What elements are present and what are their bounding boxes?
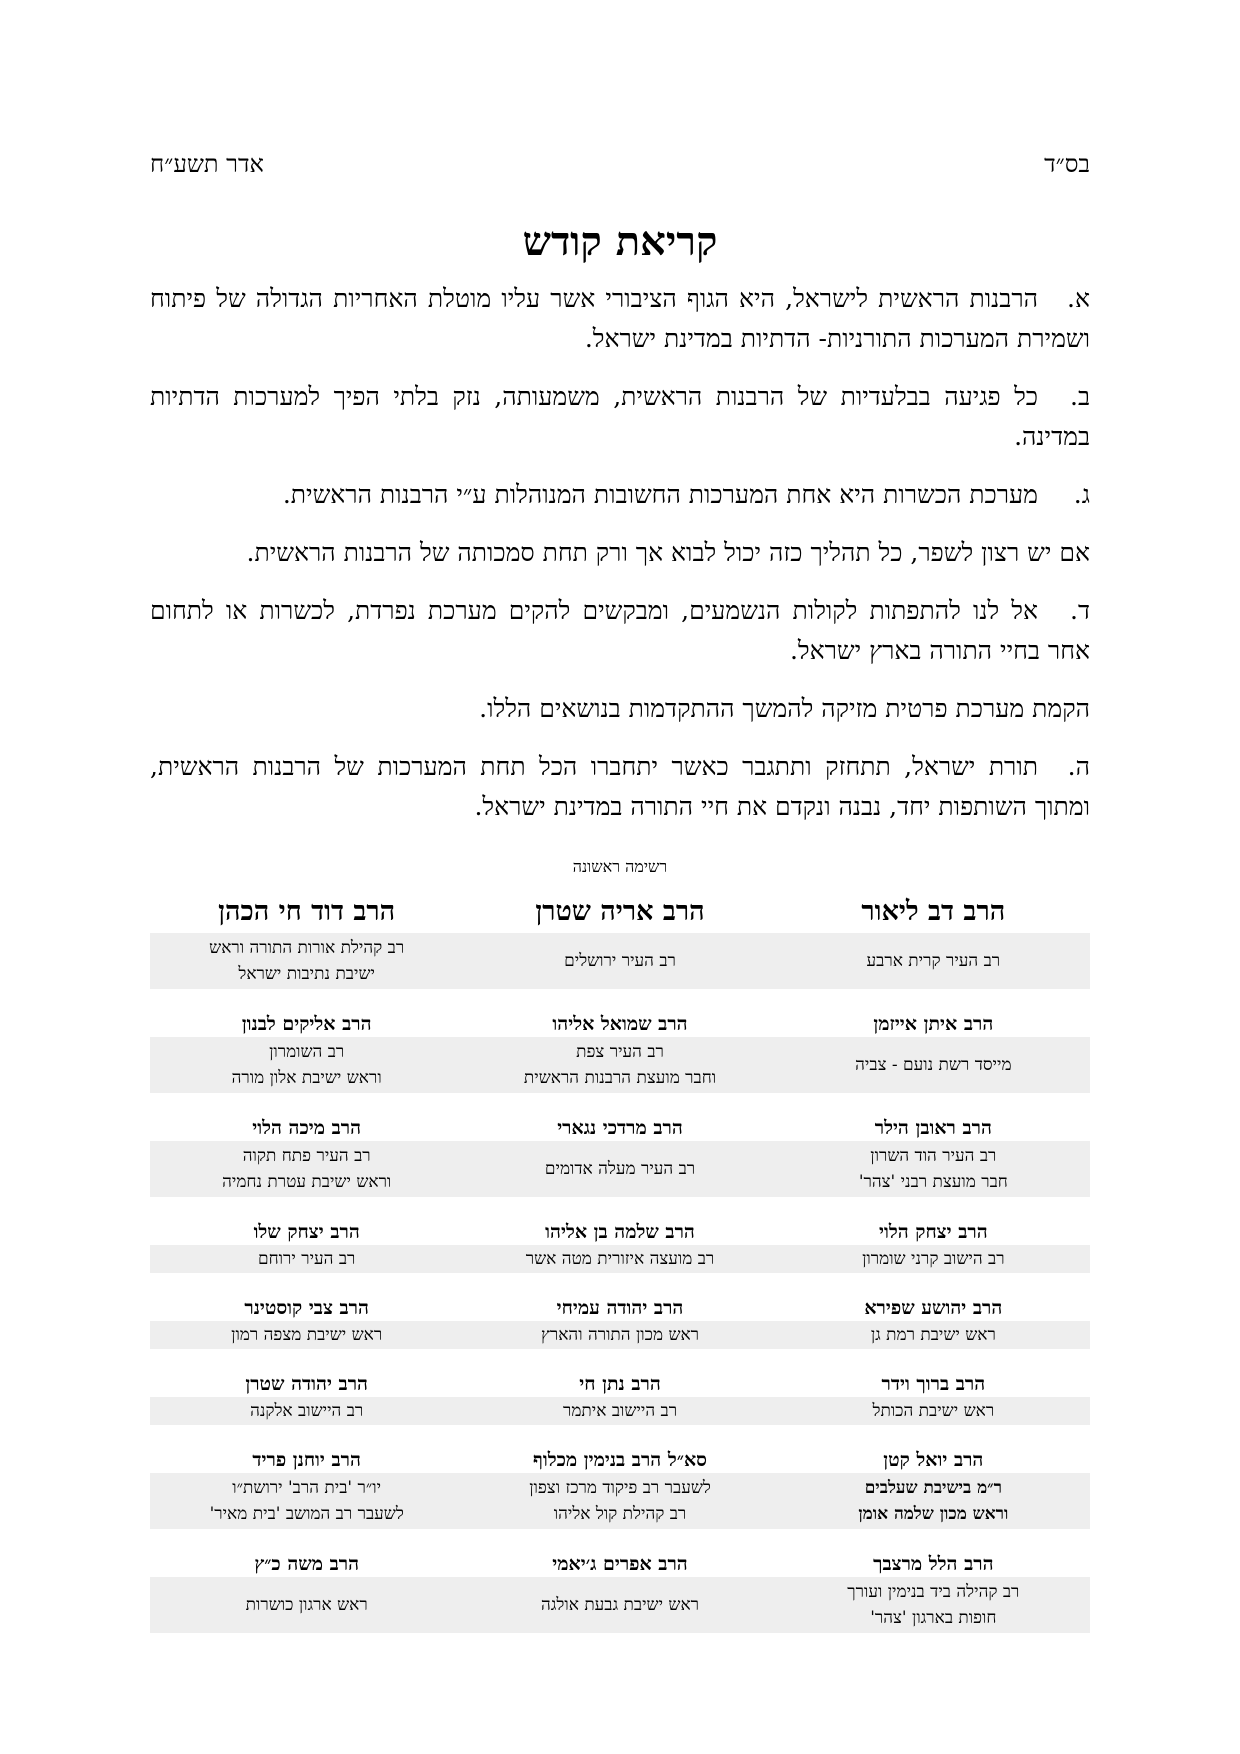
rabbi-title-line: רב העיר קרית ארבע bbox=[866, 951, 1001, 971]
paragraph-text: כל פגיעה בבלעדיות של הרבנות הראשית, משמעותה, נזק בלתי הפיך למערכות הדתיות במדינה. bbox=[150, 382, 1090, 451]
paragraph-letter: ה. bbox=[1067, 752, 1090, 781]
signatories-row bbox=[150, 1115, 1090, 1197]
paragraph bbox=[150, 689, 1090, 729]
rabbi-name: הרב יהודה שטרן bbox=[245, 1373, 368, 1395]
rabbi-name: הרב יואל קטן bbox=[883, 1449, 984, 1471]
rabbi-name: הרב נתן חי bbox=[579, 1373, 661, 1395]
rabbi-title-line: רב העיר צפת bbox=[576, 1042, 664, 1062]
paragraph bbox=[150, 533, 1090, 573]
header-date: אדר תשע״ח bbox=[150, 150, 264, 178]
paragraph-text: הרבנות הראשית לישראל, היא הגוף הציבורי אשר עליו מוטלת האחריות הגדולה של פיתוח ושמירת המערכות התורניות- הדתיות במדינת ישראל. bbox=[150, 284, 1090, 353]
rabbi-title-line: וחבר מועצת הרבנות הראשית bbox=[523, 1068, 717, 1088]
rabbi-title bbox=[463, 1577, 776, 1633]
rabbi-title bbox=[463, 1397, 776, 1425]
rabbi-title-line: רב העיר ירוחם bbox=[257, 1249, 356, 1269]
rabbi-name: הרב שמואל אליהו bbox=[552, 1013, 688, 1035]
rabbi-name: הרב שלמה בן אליהו bbox=[545, 1221, 695, 1243]
rabbi-title bbox=[150, 1397, 463, 1425]
rabbi-name: סא״ל הרב בנימין מכלוף bbox=[533, 1449, 707, 1471]
signatories-row bbox=[150, 1371, 1090, 1425]
document-page bbox=[150, 150, 1090, 1655]
rabbi-title-line: לשעבר רב פיקוד מרכז וצפון bbox=[529, 1478, 711, 1498]
rabbi-title bbox=[777, 1473, 1090, 1529]
rabbi-name: הרב אליקים לבנון bbox=[241, 1013, 372, 1035]
rabbi-title-line: רב הישוב קרני שומרון bbox=[862, 1249, 1005, 1269]
signatories-row bbox=[150, 1295, 1090, 1349]
rabbi-title bbox=[150, 1473, 463, 1529]
rabbi-name: הרב אריה שטרן bbox=[535, 896, 705, 927]
signatories-table bbox=[150, 891, 1090, 1633]
rabbi-title bbox=[150, 1577, 463, 1633]
signatories-row bbox=[150, 1219, 1090, 1273]
paragraph-text: אם יש רצון לשפר, כל תהליך כזה יכול לבוא אך ורק תחת סמכותה של הרבנות הראשית. bbox=[246, 538, 1090, 567]
rabbi-title-line: וראש מכון שלמה אומן bbox=[858, 1504, 1009, 1524]
rabbi-title bbox=[777, 1321, 1090, 1349]
rabbi-title bbox=[150, 1321, 463, 1349]
rabbi-name: הרב מיכה הלוי bbox=[252, 1117, 362, 1139]
rabbi-name: הרב יהושע שפירא bbox=[864, 1297, 1003, 1319]
rabbi-title-line: מייסד רשת נועם - צביה bbox=[855, 1055, 1012, 1075]
rabbi-title bbox=[777, 1397, 1090, 1425]
rabbi-name: הרב יוחנן פריד bbox=[252, 1449, 361, 1471]
rabbi-title-line: ראש ישיבת רמת גן bbox=[870, 1325, 996, 1345]
rabbi-name: הרב מרדכי נגארי bbox=[557, 1117, 683, 1139]
rabbi-title-line: חופות בארגון 'צהר' bbox=[870, 1608, 997, 1628]
rabbi-title-line: ישיבת נתיבות ישראל bbox=[238, 964, 375, 984]
signatories-row bbox=[150, 891, 1090, 989]
paragraph bbox=[150, 591, 1090, 671]
paragraph-letter: ג. bbox=[1073, 480, 1090, 509]
rabbi-name: הרב דב ליאור bbox=[861, 896, 1006, 927]
rabbi-title-line: יו״ר 'בית הרב' ירושת״ו bbox=[232, 1478, 382, 1498]
rabbi-title bbox=[463, 1037, 776, 1093]
rabbi-name: הרב יהודה עמיחי bbox=[556, 1297, 684, 1319]
rabbi-title-line: רב העיר הוד השרון bbox=[870, 1146, 997, 1166]
rabbi-title-line: ר״מ בישיבת שעלבים bbox=[864, 1478, 1002, 1498]
paragraph-text: מערכת הכשרות היא אחת המערכות החשובות המנוהלות ע״י הרבנות הראשית. bbox=[282, 480, 1038, 509]
rabbi-title bbox=[150, 1037, 463, 1093]
rabbi-title-line: וראש ישיבת עטרת נחמיה bbox=[222, 1172, 392, 1192]
rabbi-title-line: רב היישוב אלקנה bbox=[250, 1401, 364, 1421]
rabbi-title bbox=[150, 1141, 463, 1197]
rabbi-title-line: רב העיר ירושלים bbox=[564, 951, 676, 971]
rabbi-name: הרב ראובן הילר bbox=[874, 1117, 992, 1139]
paragraph bbox=[150, 279, 1090, 359]
paragraphs bbox=[150, 279, 1090, 827]
rabbi-title-line: רב היישוב איתמר bbox=[562, 1401, 678, 1421]
rabbi-title-line: רב השומרון bbox=[269, 1042, 345, 1062]
rabbi-title-line: וראש ישיבת אלון מורה bbox=[231, 1068, 382, 1088]
rabbi-title-line: ראש ישיבת הכותל bbox=[872, 1401, 995, 1421]
rabbi-title bbox=[463, 1245, 776, 1273]
paragraph bbox=[150, 747, 1090, 827]
rabbi-name: הרב יצחק הלוי bbox=[879, 1221, 988, 1243]
rabbi-title bbox=[463, 1321, 776, 1349]
rabbi-title-line: רב קהילה ביד בנימין ועורך bbox=[847, 1582, 1020, 1602]
rabbi-title-line: רב העיר מעלה אדומים bbox=[544, 1159, 696, 1179]
paragraph-text: אל לנו להתפתות לקולות הנשמעים, ומבקשים להקים מערכת נפרדת, לכשרות או לתחום אחר בחיי התורה בארץ ישראל. bbox=[150, 596, 1090, 665]
rabbi-title-line: רב קהילת קול אליהו bbox=[553, 1504, 687, 1524]
list-title: רשימה ראשונה bbox=[572, 857, 668, 876]
rabbi-name: הרב אפרים ג׳יאמי bbox=[552, 1553, 688, 1575]
rabbi-name: הרב הלל מרצבך bbox=[873, 1553, 994, 1575]
rabbi-name: הרב משה כ״ץ bbox=[254, 1553, 360, 1575]
rabbi-name: הרב צבי קוסטינר bbox=[244, 1297, 369, 1319]
signatories-row bbox=[150, 1011, 1090, 1093]
page-title: קריאת קודש bbox=[522, 218, 718, 265]
rabbi-title bbox=[463, 933, 776, 989]
paragraph-text: תורת ישראל, תתחזק ותתגבר כאשר יתחברו הכל תחת המערכות של הרבנות הראשית, ומתוך השותפות יחד, נבנה ונקדם את חיי התורה במדינת ישראל. bbox=[150, 752, 1090, 821]
paragraph bbox=[150, 475, 1090, 515]
signatories-row bbox=[150, 1551, 1090, 1633]
header-besd: בס״ד bbox=[1044, 150, 1090, 178]
rabbi-title-line: רב קהילת אורות התורה וראש bbox=[209, 938, 405, 958]
rabbi-title bbox=[150, 1245, 463, 1273]
rabbi-title bbox=[463, 1473, 776, 1529]
rabbi-title-line: לשעבר רב המושב 'בית מאיר' bbox=[209, 1504, 404, 1524]
rabbi-name: הרב איתן אייזמן bbox=[873, 1013, 994, 1035]
rabbi-title-line: רב מועצה איזורית מטה אשר bbox=[525, 1249, 715, 1269]
rabbi-title-line: ראש מכון התורה והארץ bbox=[541, 1325, 700, 1345]
rabbi-title-line: חבר מועצת רבני 'צהר' bbox=[858, 1172, 1008, 1192]
signatories-row bbox=[150, 1447, 1090, 1529]
rabbi-title bbox=[777, 933, 1090, 989]
rabbi-title bbox=[777, 1577, 1090, 1633]
header-row bbox=[150, 150, 1090, 190]
rabbi-title bbox=[463, 1141, 776, 1197]
rabbi-name: הרב יצחק שלו bbox=[253, 1221, 360, 1243]
rabbi-title bbox=[777, 1245, 1090, 1273]
rabbi-title-line: ראש ארגון כושרות bbox=[245, 1595, 368, 1615]
paragraph-letter: ד. bbox=[1070, 596, 1090, 625]
paragraph-text: הקמת מערכת פרטית מזיקה להמשך ההתקדמות בנושאים הללו. bbox=[479, 694, 1090, 723]
rabbi-name: הרב ברוך וידר bbox=[881, 1373, 986, 1395]
paragraph bbox=[150, 377, 1090, 457]
paragraph-letter: א. bbox=[1067, 284, 1090, 313]
rabbi-title bbox=[150, 933, 463, 989]
rabbi-title bbox=[777, 1141, 1090, 1197]
paragraph-letter: ב. bbox=[1070, 382, 1090, 411]
rabbi-title-line: רב העיר פתח תקוה bbox=[242, 1146, 371, 1166]
rabbi-title-line: ראש ישיבת מצפה רמון bbox=[231, 1325, 383, 1345]
rabbi-title-line: ראש ישיבת גבעת אולגה bbox=[541, 1595, 700, 1615]
rabbi-name: הרב דוד חי הכהן bbox=[218, 896, 396, 927]
rabbi-title bbox=[777, 1037, 1090, 1093]
